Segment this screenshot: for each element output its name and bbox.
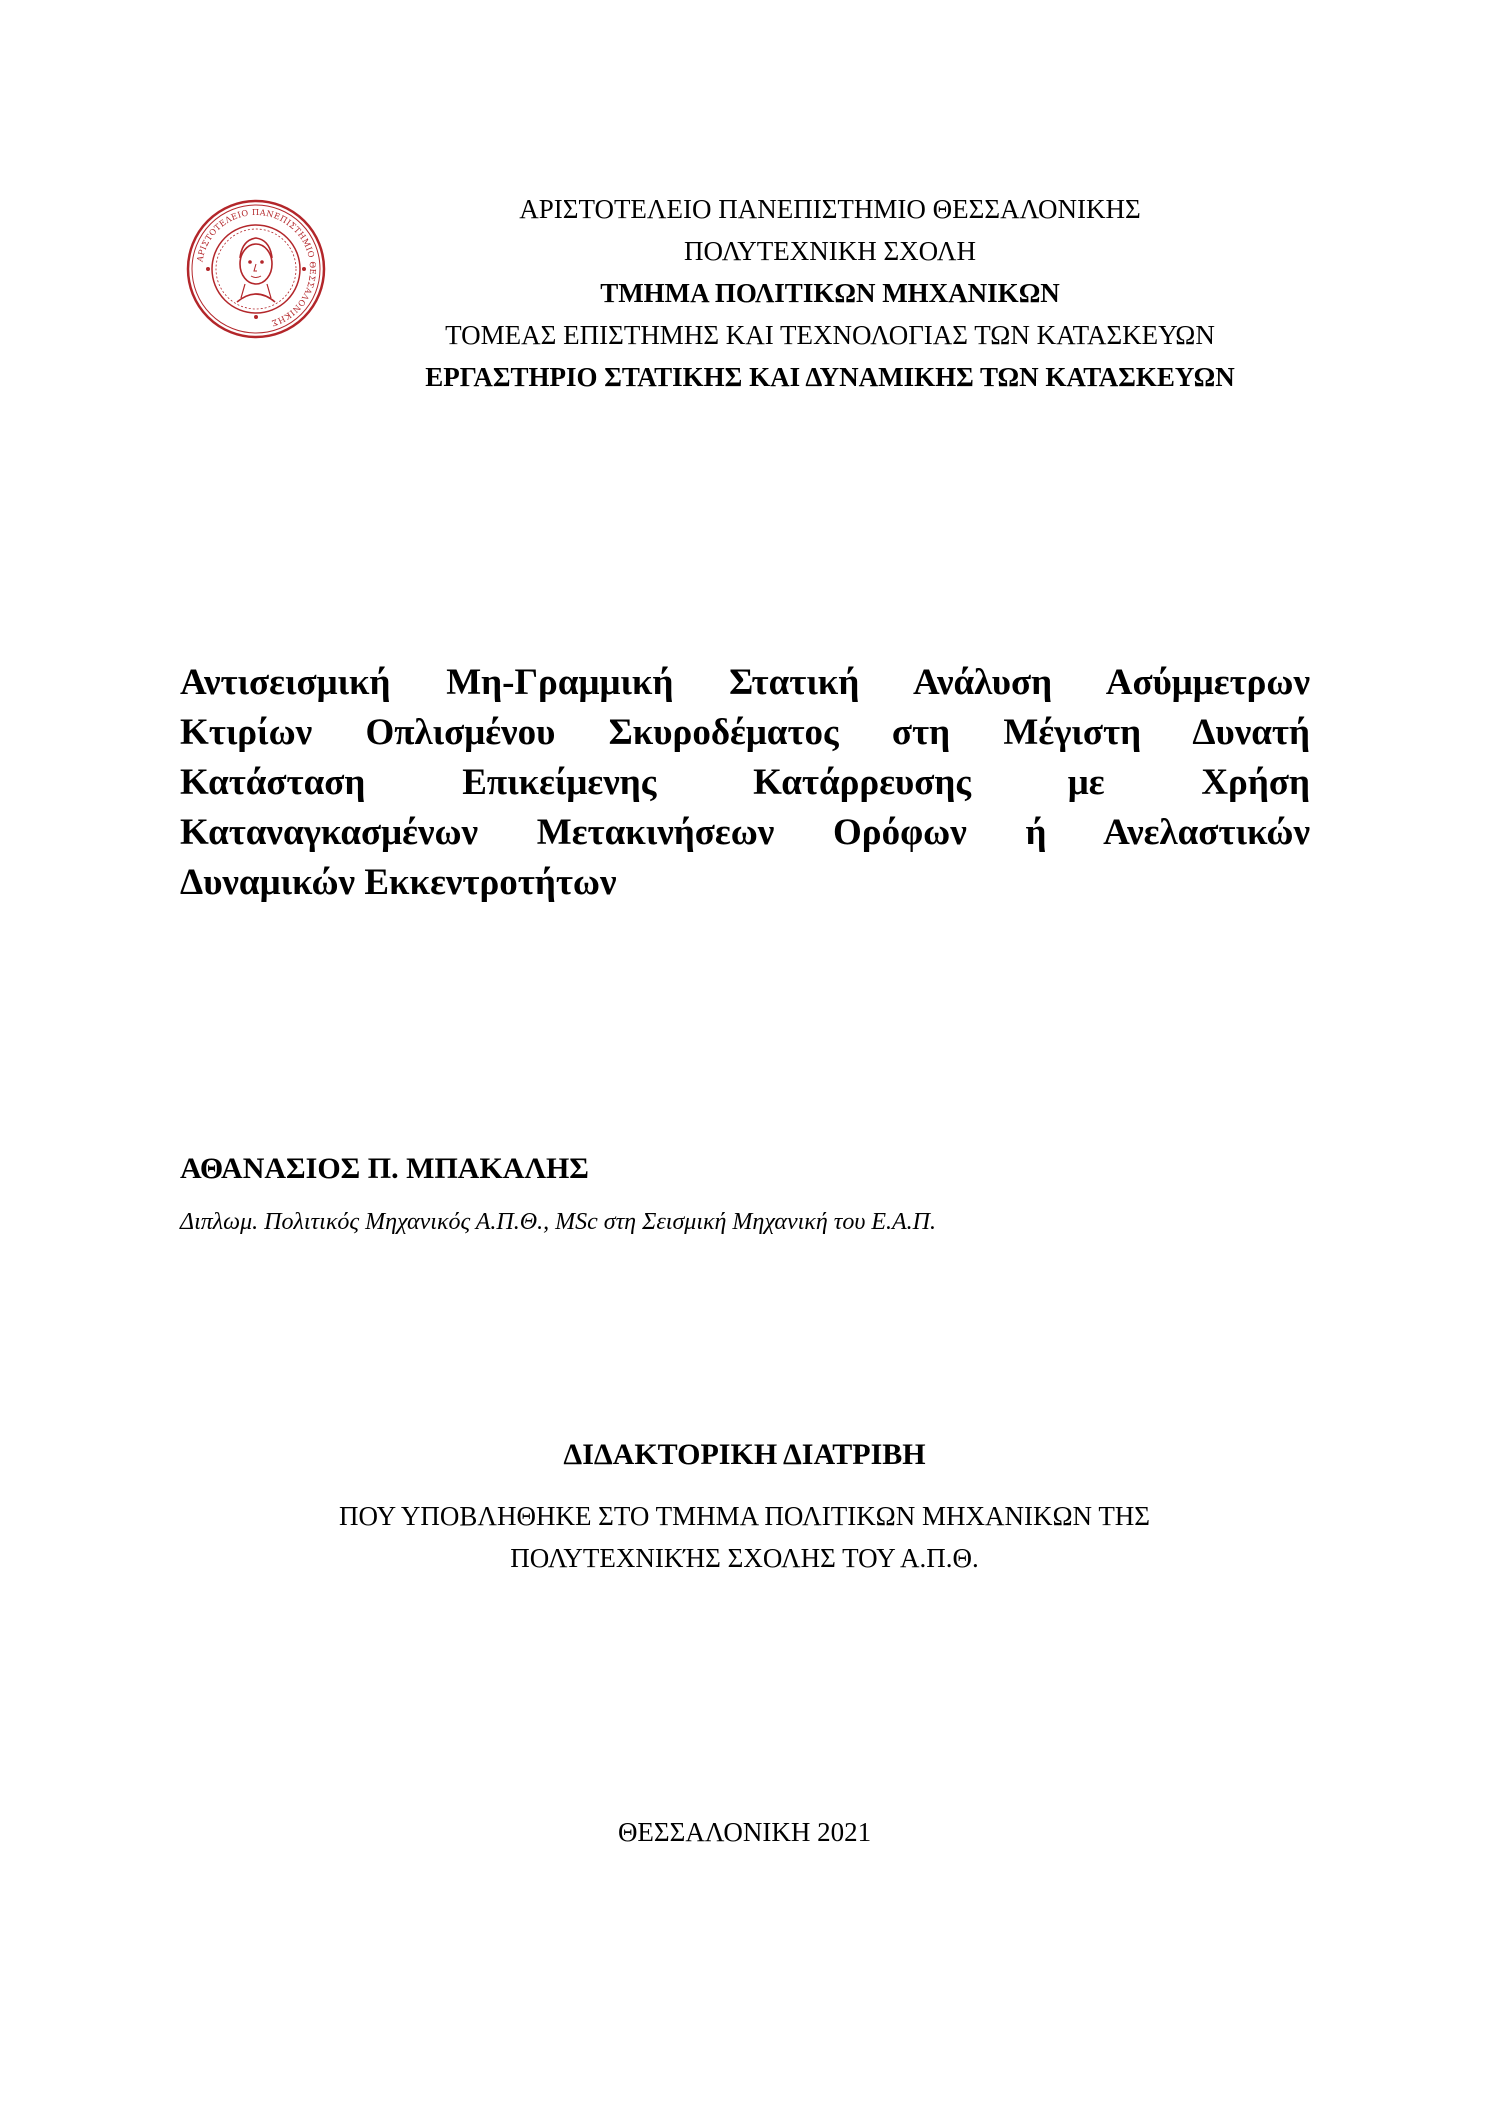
submission-line: ΠΟΥ ΥΠΟΒΛΗΘΗΚΕ ΣΤΟ ΤΜΗΜΑ ΠΟΛΙΤΙΚΩΝ ΜΗΧΑΝΙΚΩΝ ΤΗΣ bbox=[338, 1501, 1151, 1531]
division-name: ΤΟΜΕΑΣ ΕΠΙΣΤΗΜΗΣ ΚΑΙ ΤΕΧΝΟΛΟΓΙΑΣ ΤΩΝ ΚΑΤΑΣΚΕΥΩΝ bbox=[445, 320, 1215, 350]
school-name: ΠΟΛΥΤΕΧΝΙΚΗ ΣΧΟΛΗ bbox=[684, 236, 976, 266]
laboratory-name: ΕΡΓΑΣΤΗΡΙΟ ΣΤΑΤΙΚΗΣ ΚΑΙ ΔΥΝΑΜΙΚΗΣ ΤΩΝ ΚΑΤΑΣΚΕΥΩΝ bbox=[425, 362, 1235, 392]
thesis-title-line: Κατάσταση Επικείμενης Κατάρρευσης με Χρήση bbox=[180, 762, 1310, 803]
thesis-title-line: Κτιρίων Οπλισμένου Σκυροδέματος στη Μέγιστη Δυνατή bbox=[180, 712, 1310, 753]
university-seal-logo bbox=[185, 198, 327, 340]
university-name: ΑΡΙΣΤΟΤΕΛΕΙΟ ΠΑΝΕΠΙΣΤΗΜΙΟ ΘΕΣΣΑΛΟΝΙΚΗΣ bbox=[519, 194, 1141, 224]
institution-header bbox=[330, 188, 1330, 398]
thesis-title bbox=[180, 658, 1310, 908]
place-and-year: ΘΕΣΣΑΛΟΝΙΚΗ 2021 bbox=[617, 1817, 872, 1847]
thesis-title-line: Δυναμικών Εκκεντροτήτων bbox=[180, 862, 617, 903]
submission-statement bbox=[0, 1495, 1489, 1579]
thesis-title-line: Καταναγκασμένων Μετακινήσεων Ορόφων ή Ανελαστικών bbox=[180, 812, 1310, 853]
document-type: ΔΙΔΑΚΤΟΡΙΚΗ ΔΙΑΤΡΙΒΗ bbox=[563, 1438, 926, 1471]
author-credentials: Διπλωμ. Πολιτικός Μηχανικός Α.Π.Θ., MSc στη Σεισμική Μηχανική του Ε.Α.Π. bbox=[180, 1209, 936, 1235]
seal-ring-text: ΑΡΙΣΤΟΤΕΛΕΙΟ ΠΑΝΕΠΙΣΤΗΜΙΟ ΘΕΣΣΑΛΟΝΙΚΗΣ bbox=[194, 206, 319, 329]
submission-line: ΠΟΛΥΤΕΧΝΙΚΉΣ ΣΧΟΛΗΣ ΤΟΥ Α.Π.Θ. bbox=[510, 1543, 979, 1573]
author-name: ΑΘΑΝΑΣΙΟΣ Π. ΜΠΑΚΑΛΗΣ bbox=[180, 1152, 589, 1185]
thesis-title-line: Αντισεισμική Μη-Γραμμική Στατική Ανάλυση Ασύμμετρων bbox=[180, 662, 1310, 703]
department-name: ΤΜΗΜΑ ΠΟΛΙΤΙΚΩΝ ΜΗΧΑΝΙΚΩΝ bbox=[600, 278, 1060, 308]
